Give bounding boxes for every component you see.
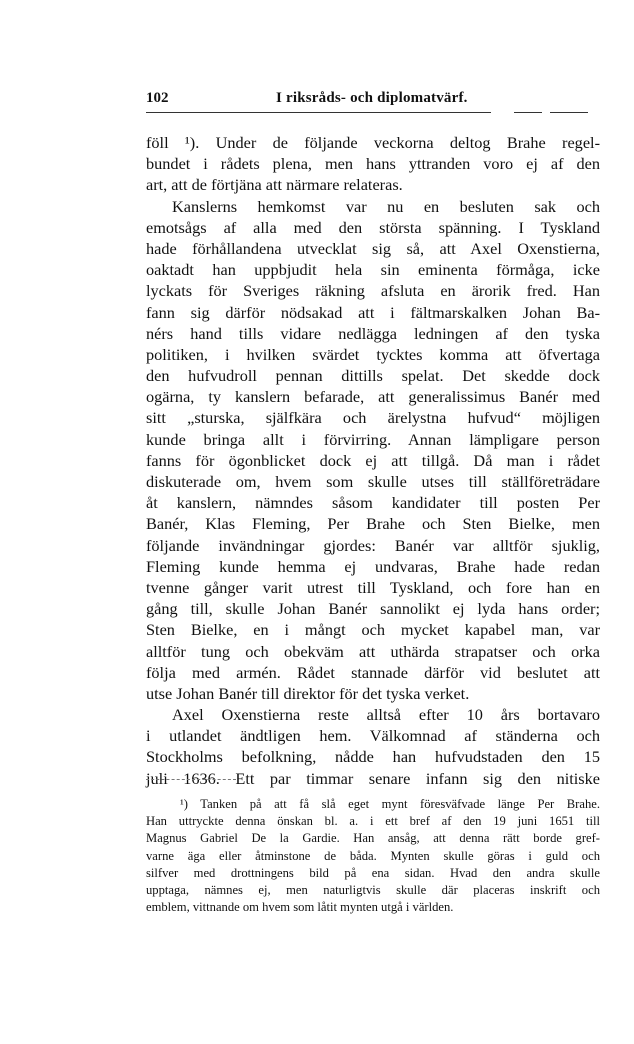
footnote-line: ¹) Tanken på att få slå eget mynt föresväfvade länge Per Brahe. — [180, 797, 600, 811]
text-line: emotsågs af alla med den största spänning. I Tyskland — [146, 217, 600, 237]
footnote-line: emblem, vittnande om hvem som låtit mynten utgå i världen. — [146, 900, 454, 915]
text-line: bundet i rådets plena, men hans yttranden voro ej af den — [146, 154, 600, 174]
text-line: art, att de förtjäna att närmare relateras. — [146, 175, 403, 195]
text-line: Axel Oxenstierna reste alltså efter 10 års bortavaro — [172, 705, 600, 725]
text-line: oaktadt han uppbjudit hela sin eminenta förmåga, icke — [146, 260, 600, 280]
footnote-line: Magnus Gabriel De la Gardie. Han ansåg, att denna rätt borde gref- — [146, 831, 600, 846]
text-line: i utlandet ändtligen hem. Välkomnad af ständerna och — [146, 726, 600, 746]
running-title: I riksråds- och diplomatvärf. — [276, 90, 468, 106]
text-line: nérs hand tills vidare nedlägga ledningen af den tyska — [146, 323, 600, 343]
page-header — [146, 90, 588, 112]
text-line: följa med armén. Rådet stannade därför vid beslutet att — [146, 662, 600, 682]
body-text — [146, 132, 600, 789]
text-line: gång till, skulle Johan Banér sannolikt ej lyda hans order; — [146, 599, 600, 619]
text-line: diskuterade om, hvem som skulle utses till ställföreträdare — [146, 472, 600, 491]
header-rule — [146, 112, 491, 113]
text-line: kunde bringa allt i förvirring. Annan lämpligare person — [146, 429, 600, 449]
text-line: den hufvudroll pennan dittills spelat. Det skedde dock — [146, 366, 600, 386]
text-line: föll ¹). Under de följande veckorna deltog Brahe regel- — [146, 133, 600, 152]
text-line: åt kanslern, nämndes såsom kandidater till posten Per — [146, 493, 600, 513]
page-number: 102 — [146, 90, 169, 106]
footnote-line: Han uttryckte denna önskan bl. a. i ett bref af den 19 juni 1651 till — [146, 814, 600, 829]
footnotes — [146, 796, 600, 916]
text-line: politiken, i hvilken svärdet tycktes komma att öfvertaga — [146, 344, 600, 364]
header-rule-segment — [514, 112, 542, 113]
text-line: tvenne gånger varit utrest till Tyskland, och fore han en — [146, 577, 600, 597]
footnote-separator — [146, 779, 236, 780]
footnote-line: varne äga eller åtminstone de båda. Mynten skulle göras i guld och — [146, 848, 600, 863]
text-line: Sten Bielke, en i mångt och mycket kapabel man, var — [146, 620, 600, 640]
footnote-line: upptaga, nämnes ej, men naturligtvis skulle där placeras inskrift och — [146, 882, 600, 897]
text-line: alltför tung och obekväm att uthärda strapatser och orka — [146, 641, 600, 661]
text-line: följande invändningar gjordes: Banér var alltför sjuklig, — [146, 535, 600, 555]
text-line: fanns för ögonblicket dock ej att tillgå. Då man i rådet — [146, 450, 600, 470]
footnote-line: silfver med drottningens bild på ena sidan. Hvad den andra skulle — [146, 865, 600, 880]
text-line: Kanslerns hemkomst var nu en besluten sak och — [172, 196, 600, 216]
text-line: Banér, Klas Fleming, Per Brahe och Sten Bielke, men — [146, 514, 600, 534]
text-line: utse Johan Banér till direktor för det tyska verket. — [146, 683, 470, 703]
text-line: Fleming kunde hemma ej undvaras, Brahe hade redan — [146, 556, 600, 576]
header-rule-segment — [550, 112, 588, 113]
text-line: fann sig därför nödsakad att i fältmarskalken Johan Ba- — [146, 302, 600, 322]
text-line: Stockholms befolkning, nådde han hufvudstaden den 15 — [146, 747, 600, 767]
text-line: ogärna, ty kanslern befarade, att generalissimus Banér med — [146, 387, 600, 407]
text-line: sitt „sturska, själfkära och ärelystna hufvud“ möjligen — [146, 408, 600, 428]
text-line: hade förhållandena utvecklat sig så, att Axel Oxenstierna, — [146, 238, 600, 258]
text-line: lyckats för Sveriges räkning afsluta en ärorik fred. Han — [146, 281, 600, 301]
text-line: juli 1636. Ett par timmar senare infann sig den nitiske — [146, 768, 600, 788]
